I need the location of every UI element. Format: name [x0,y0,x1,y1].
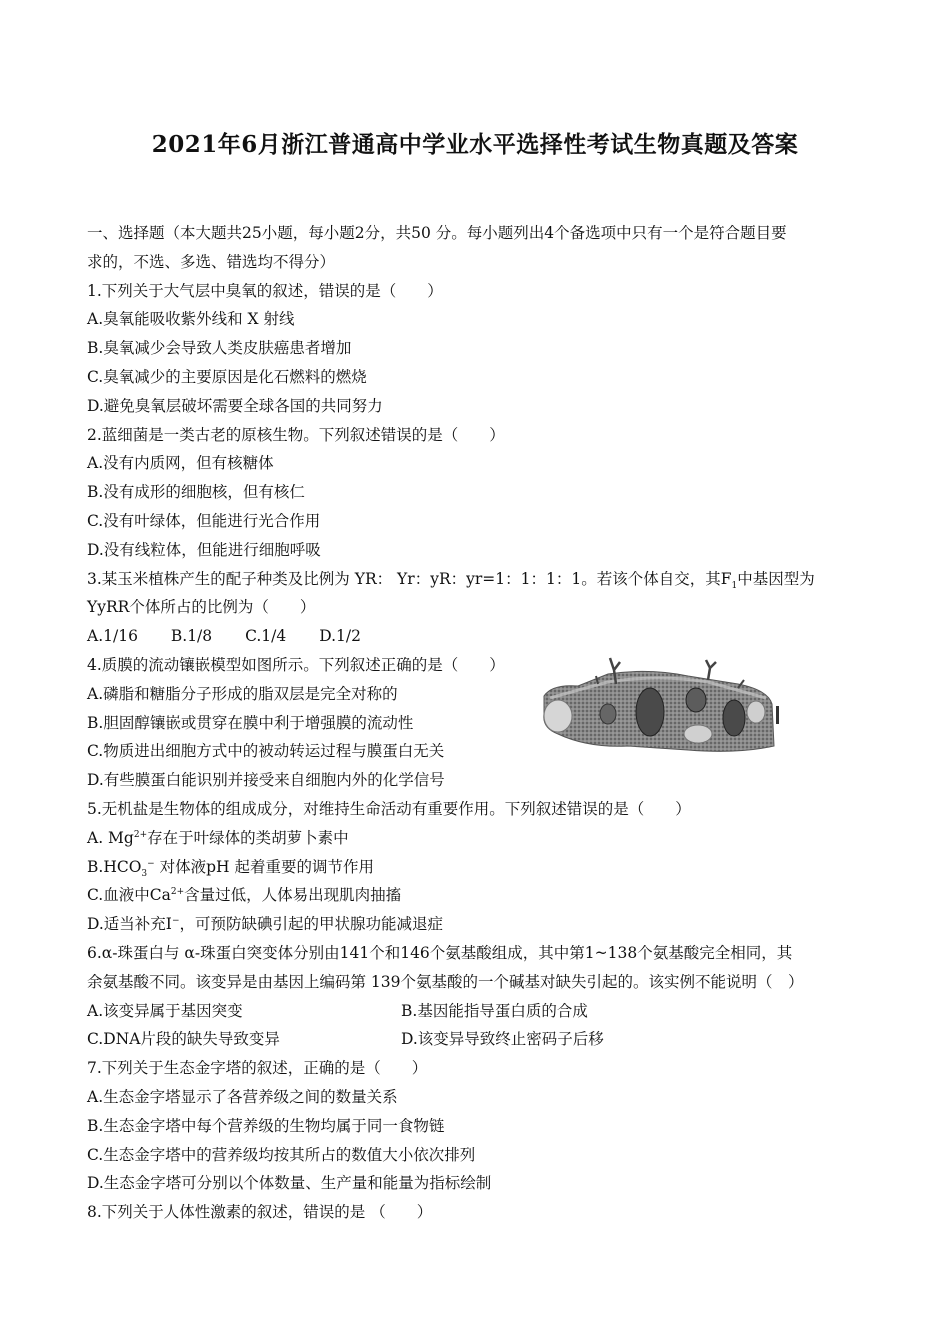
q6-option-b: B.基因能指导蛋白质的合成 [401,1001,588,1020]
q7-stem: 7.下列关于生态金字塔的叙述，正确的是（ ） [87,1059,428,1078]
section-heading-cont: 求的，不选、多选、错选均不得分） [87,252,336,271]
q7-option-a: A.生态金字塔显示了各营养级之间的数量关系 [87,1087,398,1106]
q4-stem: 4.质膜的流动镶嵌模型如图所示。下列叙述正确的是（ ） [87,655,505,674]
q3-option-d: D.1/2 [319,627,361,646]
q6-options-row1 [87,997,867,1026]
q5-option-a: A. $Mg^{2+}$存在于叶绿体的类胡萝卜素中 [87,828,349,847]
q5-option-b: $B.HCO_3^-$ 对体液pH 起着重要的调节作用 [87,857,374,879]
q7-option-b: B.生态金字塔中每个营养级的生物均属于同一食物链 [87,1116,445,1135]
q2-option-c: C.没有叶绿体，但能进行光合作用 [87,511,321,530]
membrane-protein [686,688,706,712]
q1-option-d: D.避免臭氧层破坏需要全球各国的共同努力 [87,396,383,415]
q6-options-row2 [87,1025,867,1054]
q8-stem: 8.下列关于人体性激素的叙述，错误的是 （ ） [87,1203,433,1222]
q4-option-c: C.物质进出细胞方式中的被动转运过程与膜蛋白无关 [87,742,445,761]
page-title: 2021年6月浙江普通高中学业水平选择性考试生物真题及答案 [151,131,799,158]
q5-option-d: D.适当补充I−，可预防缺碘引起的甲状腺功能减退症 [87,915,443,934]
q7-option-c: C.生态金字塔中的营养级均按其所占的数值大小依次排列 [87,1145,476,1164]
membrane-protein [600,704,616,724]
q2-option-d: D.没有线粒体，但能进行细胞呼吸 [87,540,321,559]
q2-option-b: B.没有成形的细胞核，但有核仁 [87,483,305,502]
q6-option-a: A.该变异属于基因突变 [87,1001,243,1020]
q3-options [87,622,867,651]
q2-option-a: A.没有内质网，但有核糖体 [87,454,274,473]
q4-option-b: B.胆固醇镶嵌或贯穿在膜中利于增强膜的流动性 [87,713,414,732]
q6-option-c: C.DNA片段的缺失导致变异 [87,1030,280,1049]
q1-option-a: A.臭氧能吸收紫外线和 X 射线 [87,310,295,329]
q6-stem-cont: 余氨基酸不同。该变异是由基因上编码第 139个氨基酸的一个碱基对缺失引起的。该实例不能说明（ ） [87,972,804,991]
section-heading: 一、选择题（本大题共25小题，每小题2分，共50 分。每小题列出4个备选项中只有一个是符合题目要 [87,224,787,242]
sugar-chain [706,660,716,680]
q6-stem: 6.α-珠蛋白与 α-珠蛋白突变体分别由141个和146个氨基酸组成，其中第1~138个氨基酸完全相同，其 [87,943,793,962]
q4-option-a: A.磷脂和糖脂分子形成的脂双层是完全对称的 [87,684,398,703]
membrane-protein [636,688,664,736]
q3-option-b: B.1/8 [170,627,213,646]
q5-stem: 5.无机盐是生物体的组成成分，对维持生命活动有重要作用。下列叙述错误的是（ ） [87,799,691,818]
q1-option-c: C.臭氧减少的主要原因是化石燃料的燃烧 [87,367,367,386]
q3-stem: 3.某玉米植株产生的配子种类及比例为 YR： Yr：yR：yr=1：1：1：1。若该个体自交，其$F_1$中基因型为 [87,569,815,591]
membrane-model-figure [538,654,782,758]
q1-stem: 1.下列关于大气层中臭氧的叙述，错误的是（ ） [87,281,443,300]
q4-option-d: D.有些膜蛋白能识别并接受来自细胞内外的化学信号 [87,771,445,790]
q5-option-c: C.血液中$Ca^{2+}$含量过低，人体易出现肌肉抽搐 [87,886,402,905]
q3-option-c: C.1/4 [245,627,287,646]
q3-stem-cont: YyRR个体所占的比例为（ ） [87,598,316,617]
q2-stem: 2.蓝细菌是一类古老的原核生物。下列叙述错误的是（ ） [87,425,505,444]
q7-option-d: D.生态金字塔可分别以个体数量、生产量和能量为指标绘制 [87,1174,492,1193]
q6-option-d: D.该变异导致终止密码子后移 [401,1030,604,1049]
q3-option-a: A.1/16 [87,627,138,646]
membrane-protein [723,700,745,736]
q1-option-b: B.臭氧减少会导致人类皮肤癌患者增加 [87,339,352,358]
